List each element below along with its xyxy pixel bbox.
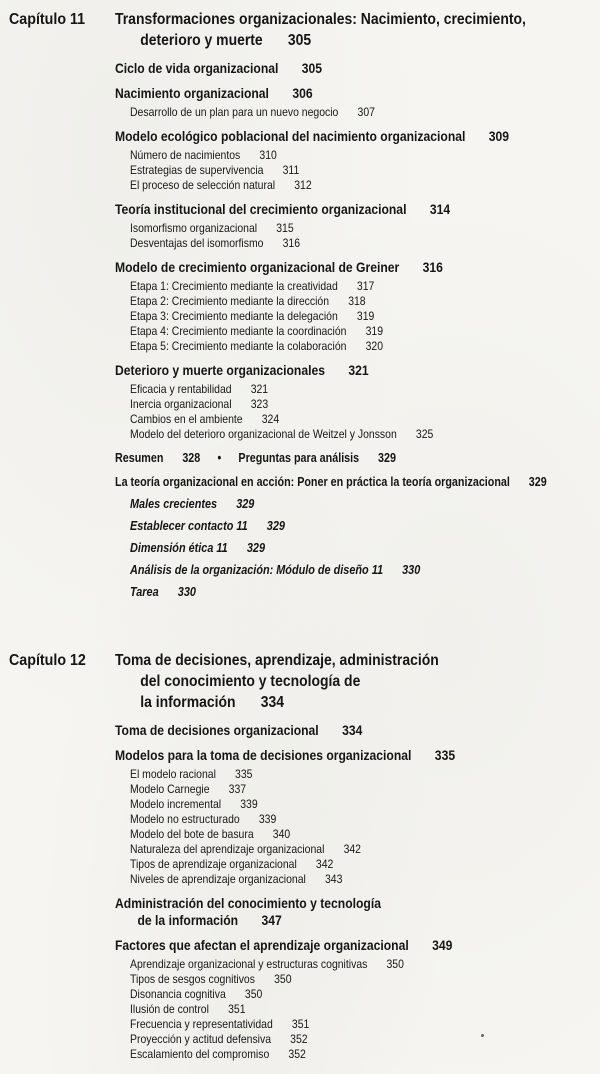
entry-line bbox=[115, 912, 552, 929]
entry-title: Resumen bbox=[115, 451, 164, 465]
entry-title: El modelo racional bbox=[130, 767, 216, 781]
entry-title: de la información bbox=[137, 913, 239, 928]
toc-entry-heading bbox=[115, 362, 600, 379]
page-number: 349 bbox=[432, 938, 453, 953]
entry-title: Análisis de la organización: Módulo de diseño 11 bbox=[130, 563, 383, 577]
entry-title: Modelo ecológico poblacional del nacimiento organizacional bbox=[115, 129, 466, 144]
entry-title: Número de nacimientos bbox=[130, 148, 241, 162]
entry-line bbox=[115, 362, 552, 379]
entry-title: Nacimiento organizacional bbox=[115, 86, 269, 101]
chapter-title-line bbox=[115, 9, 526, 30]
toc-entry-sub bbox=[130, 221, 539, 236]
chapter-title-line bbox=[115, 692, 439, 713]
toc-entry-sub bbox=[130, 842, 539, 857]
entry-title: La teoría organizacional en acción: Poner en práctica la teoría organizacional bbox=[115, 475, 510, 489]
page-number: 329 bbox=[266, 519, 285, 533]
toc-entry-sub bbox=[130, 427, 539, 442]
chapter-title-text: del conocimiento y tecnología de bbox=[140, 673, 361, 690]
toc-entry-heading bbox=[115, 128, 600, 145]
page-number: 347 bbox=[261, 913, 282, 928]
page-number: 305 bbox=[287, 32, 312, 49]
toc-entry-sub bbox=[130, 972, 539, 987]
chapter-block bbox=[9, 650, 600, 1062]
chapter-title-text: Toma de decisiones, aprendizaje, administración bbox=[115, 652, 439, 669]
entry-title: Establecer contacto 11 bbox=[130, 519, 248, 533]
bullet-separator: • bbox=[217, 451, 222, 465]
entry-title: Modelos para la toma de decisiones organizacional bbox=[115, 748, 412, 763]
page-number: 339 bbox=[258, 812, 277, 826]
toc-entry-sub bbox=[130, 782, 539, 797]
toc-entry-heading bbox=[115, 201, 600, 218]
toc-entry-sub bbox=[130, 987, 539, 1002]
entry-title: Deterioro y muerte organizacionales bbox=[115, 363, 325, 378]
toc-entry-sub bbox=[130, 872, 539, 887]
toc-entry-summary bbox=[115, 450, 532, 466]
page-number: 318 bbox=[348, 294, 366, 308]
entry-title: Modelo del bote de basura bbox=[130, 827, 254, 841]
page-number: 335 bbox=[434, 748, 456, 763]
page-number: 352 bbox=[290, 1032, 308, 1046]
chapter-heading bbox=[9, 9, 600, 51]
page-number: 321 bbox=[348, 363, 369, 378]
toc-entry-heading bbox=[115, 937, 600, 954]
entry-title: Modelo del deterioro organizacional de Weitzel y Jonsson bbox=[130, 427, 397, 441]
toc-entry-heading bbox=[115, 747, 600, 764]
entry-title: Etapa 3: Crecimiento mediante la delegación bbox=[130, 309, 338, 323]
toc-entry-sub bbox=[130, 412, 539, 427]
entry-title: Modelo no estructurado bbox=[130, 812, 240, 826]
page-number: 334 bbox=[342, 723, 363, 738]
toc-entry-sub bbox=[130, 767, 539, 782]
entry-line bbox=[115, 201, 552, 218]
entry-title: Cambios en el ambiente bbox=[130, 412, 243, 426]
entry-title: Modelo incremental bbox=[130, 797, 222, 811]
page-number: 316 bbox=[282, 236, 301, 250]
chapter-title bbox=[115, 650, 475, 713]
page-number: 328 bbox=[182, 451, 201, 465]
entry-line bbox=[115, 747, 552, 764]
page-number: 315 bbox=[276, 221, 294, 235]
chapter-title-text: deterioro y muerte bbox=[140, 32, 263, 49]
entry-title: Administración del conocimiento y tecnología bbox=[115, 896, 381, 911]
entry-title: Escalamiento del compromiso bbox=[130, 1047, 270, 1061]
toc-entry-sub bbox=[130, 324, 539, 339]
toc-entry-plain bbox=[115, 474, 547, 490]
page-number: 309 bbox=[488, 129, 510, 144]
entry-title: Frecuencia y representatividad bbox=[130, 1017, 273, 1031]
entry-line bbox=[115, 259, 552, 276]
entry-line bbox=[115, 895, 552, 912]
entry-title: Males crecientes bbox=[130, 497, 218, 511]
chapter-block bbox=[9, 9, 600, 600]
page-number: 305 bbox=[301, 61, 323, 76]
page-number: 342 bbox=[315, 857, 334, 871]
page-number: 317 bbox=[356, 279, 375, 293]
chapter-label: Capítulo 11 bbox=[9, 11, 86, 28]
page-number: 350 bbox=[244, 987, 263, 1001]
toc-entry-sub bbox=[130, 382, 539, 397]
toc-entry-sub bbox=[130, 236, 539, 251]
toc-entry-italic bbox=[130, 541, 539, 556]
page-number: 319 bbox=[365, 324, 384, 338]
page-number: 330 bbox=[402, 563, 421, 577]
entry-title: Factores que afectan el aprendizaje organizacional bbox=[115, 938, 409, 953]
toc-entry-sub bbox=[130, 1032, 539, 1047]
entry-title: Tipos de aprendizaje organizacional bbox=[130, 857, 297, 871]
toc-entry-heading bbox=[115, 722, 600, 739]
toc-entry-sub bbox=[130, 957, 539, 972]
page-number: 316 bbox=[422, 260, 443, 275]
entry-title: Teoría institucional del crecimiento organizacional bbox=[115, 202, 407, 217]
toc-entry-sub bbox=[130, 857, 539, 872]
entry-line bbox=[115, 60, 552, 77]
page-number: 319 bbox=[356, 309, 375, 323]
page-number: 334 bbox=[260, 694, 285, 711]
page-number: 350 bbox=[274, 972, 292, 986]
chapter-title-line bbox=[115, 671, 439, 692]
entry-line bbox=[115, 128, 552, 145]
chapter-title-line bbox=[115, 30, 526, 51]
chapter-title-text: Transformaciones organizacionales: Nacimiento, crecimiento, bbox=[115, 11, 526, 28]
entry-title: Toma de decisiones organizacional bbox=[115, 723, 319, 738]
page-number: 350 bbox=[386, 957, 404, 971]
page-number: 325 bbox=[415, 427, 434, 441]
chapter-title-text: la información bbox=[140, 694, 236, 711]
toc-entry-italic bbox=[130, 519, 539, 534]
entry-title: Ilusión de control bbox=[130, 1002, 209, 1016]
toc-entry-italic bbox=[130, 497, 539, 512]
toc-entry-sub bbox=[130, 148, 539, 163]
page-number: 329 bbox=[246, 541, 265, 555]
toc-entry-sub bbox=[130, 279, 539, 294]
toc-entry-italic bbox=[130, 563, 539, 578]
entry-title: Inercia organizacional bbox=[130, 397, 232, 411]
page-number: 352 bbox=[288, 1047, 306, 1061]
entry-title: Proyección y actitud defensiva bbox=[130, 1032, 272, 1046]
entry-title: Etapa 4: Crecimiento mediante la coordinación bbox=[130, 324, 347, 338]
entry-title: Aprendizaje organizacional y estructuras cognitivas bbox=[130, 957, 368, 971]
entry-title: Modelo Carnegie bbox=[130, 782, 210, 796]
toc-entry-sub bbox=[130, 1017, 539, 1032]
entry-line bbox=[115, 85, 552, 102]
page-number: 339 bbox=[240, 797, 258, 811]
page-number: 311 bbox=[282, 163, 300, 177]
entry-title: Etapa 1: Crecimiento mediante la creatividad bbox=[130, 279, 338, 293]
entry-title: El proceso de selección natural bbox=[130, 178, 276, 192]
entry-title: Naturaleza del aprendizaje organizacional bbox=[130, 842, 325, 856]
entry-title: Etapa 2: Crecimiento mediante la dirección bbox=[130, 294, 330, 308]
toc-entry-sub bbox=[130, 163, 539, 178]
page-number: 342 bbox=[343, 842, 361, 856]
page-number: 312 bbox=[294, 178, 312, 192]
page-number: 343 bbox=[324, 872, 343, 886]
entry-title: Isomorfismo organizacional bbox=[130, 221, 258, 235]
page-number: 351 bbox=[291, 1017, 310, 1031]
toc-entry-italic bbox=[130, 585, 539, 600]
page-number: 351 bbox=[228, 1002, 246, 1016]
chapter-entries bbox=[9, 60, 600, 600]
entry-title: Estrategias de supervivencia bbox=[130, 163, 264, 177]
entry-title: Desarrollo de un plan para un nuevo negocio bbox=[130, 105, 339, 119]
entry-title: Dimensión ética 11 bbox=[130, 541, 228, 555]
entry-line bbox=[115, 722, 552, 739]
entry-title: Desventajas del isomorfismo bbox=[130, 236, 264, 250]
entry-title: Preguntas para análisis bbox=[238, 451, 360, 465]
entry-title: Tipos de sesgos cognitivos bbox=[130, 972, 255, 986]
page-number: 310 bbox=[259, 148, 277, 162]
page-number: 330 bbox=[177, 585, 196, 599]
page-number: 314 bbox=[429, 202, 451, 217]
toc-entry-heading bbox=[115, 85, 600, 102]
chapter-heading bbox=[9, 650, 600, 713]
entry-title: Disonancia cognitiva bbox=[130, 987, 226, 1001]
chapter-title bbox=[115, 9, 572, 51]
toc-entry-sub bbox=[130, 1002, 539, 1017]
entry-title: Niveles de aprendizaje organizacional bbox=[130, 872, 306, 886]
page-number: 321 bbox=[250, 382, 269, 396]
toc-entry-sub bbox=[130, 294, 539, 309]
page-number: 324 bbox=[261, 412, 280, 426]
entry-title: Modelo de crecimiento organizacional de Greiner bbox=[115, 260, 400, 275]
toc-entry-sub bbox=[130, 339, 539, 354]
page-number: 329 bbox=[528, 475, 547, 489]
page-number: 335 bbox=[235, 767, 253, 781]
toc-entry-sub bbox=[130, 827, 539, 842]
toc-entry-heading bbox=[115, 895, 600, 929]
entry-title: Etapa 5: Crecimiento mediante la colaboración bbox=[130, 339, 347, 353]
page-number: 340 bbox=[272, 827, 291, 841]
toc-entry-sub bbox=[130, 797, 539, 812]
scan-speck bbox=[481, 1034, 484, 1037]
page-number: 329 bbox=[236, 497, 255, 511]
page-number: 323 bbox=[250, 397, 269, 411]
toc-entry-heading bbox=[115, 259, 600, 276]
page-number: 329 bbox=[378, 451, 396, 465]
chapter-entries bbox=[9, 722, 600, 1062]
page-number: 307 bbox=[357, 105, 375, 119]
page-number: 306 bbox=[292, 86, 313, 101]
toc-entry-sub bbox=[130, 309, 539, 324]
page-number: 337 bbox=[228, 782, 247, 796]
entry-line bbox=[115, 937, 552, 954]
entry-title: Ciclo de vida organizacional bbox=[115, 61, 279, 76]
toc-entry-sub bbox=[130, 1047, 539, 1062]
toc-entry-sub bbox=[130, 178, 539, 193]
toc-entry-sub bbox=[130, 105, 539, 120]
page-number: 320 bbox=[365, 339, 384, 353]
toc-entry-sub bbox=[130, 812, 539, 827]
entry-title: Eficacia y rentabilidad bbox=[130, 382, 232, 396]
entry-title: Tarea bbox=[130, 585, 159, 599]
toc-entry-heading bbox=[115, 60, 600, 77]
chapter-label: Capítulo 12 bbox=[9, 652, 86, 669]
chapter-title-line bbox=[115, 650, 439, 671]
toc-entry-sub bbox=[130, 397, 539, 412]
